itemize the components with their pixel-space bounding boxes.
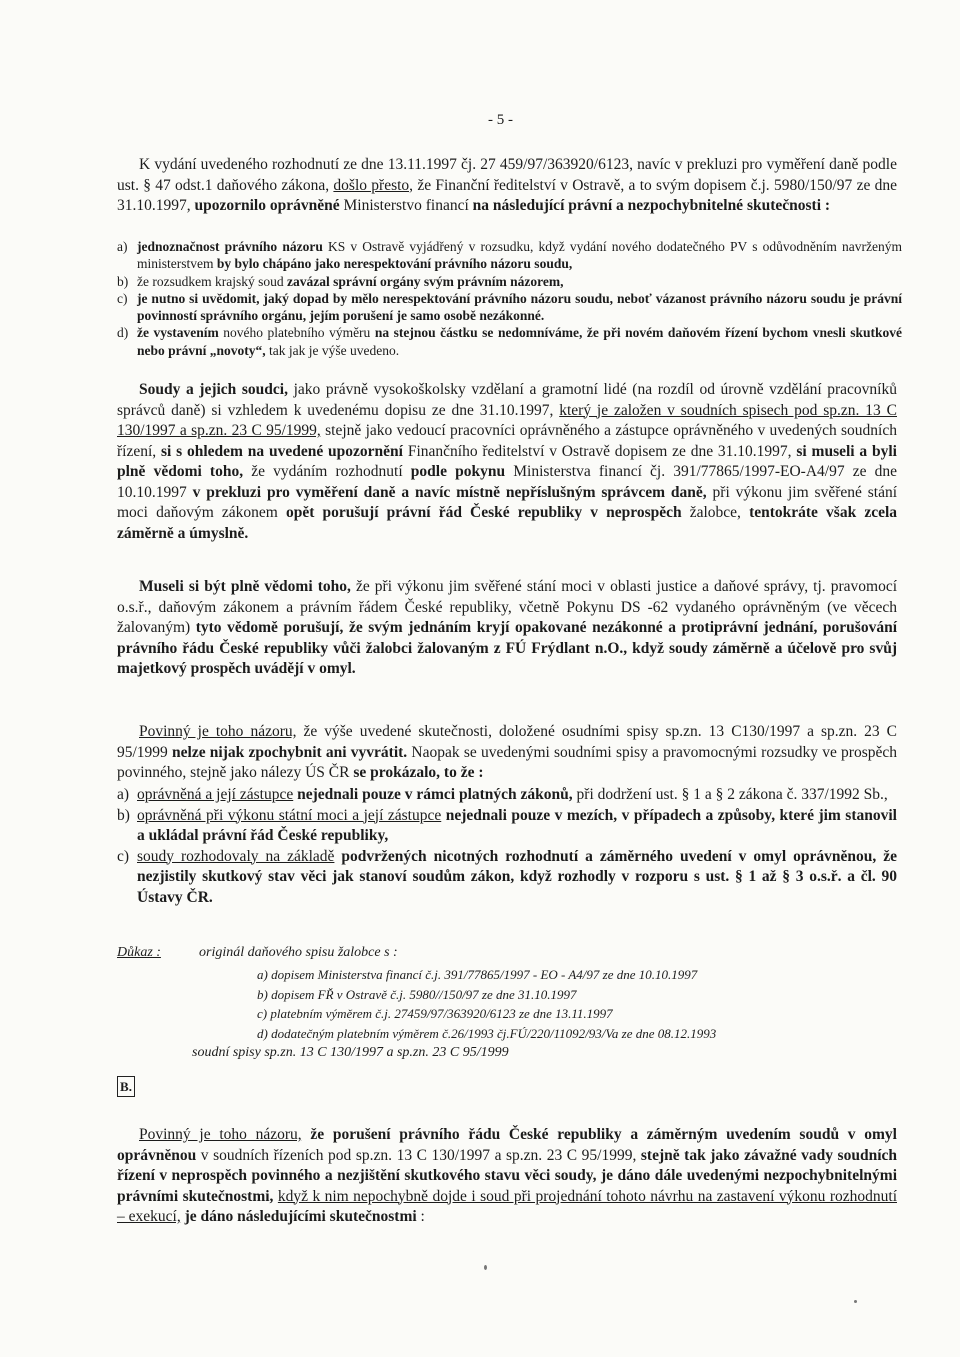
text: při výkonu jim svěřené stání moci daňovým zákonem xyxy=(117,483,898,521)
bold-text: upozornilo oprávněné xyxy=(194,197,340,214)
text: K vydání uvedeného rozhodnutí ze dne 13.11.1997 čj. 27 459/97/363920/6123, navíc v prekluzi pro vyměření daně podle ust. § 47 odst.1 daňového zákona, xyxy=(117,156,897,194)
list-item xyxy=(117,785,897,806)
text: že rozsudkem krajský soud xyxy=(137,273,287,289)
bold-text: stejně tak jako závažné vady soudních řízení v neprospěch povinného a nezjištění skutkového stavu věci soudy, je dáno dále uvedenými nezpochybnitelnými právními skutečnostmi, xyxy=(117,1146,897,1205)
paragraph-5 xyxy=(117,1125,897,1228)
bold-text: nelze nijak zpochybnit ani vyvrátit. xyxy=(172,743,408,761)
text: že výše uvedené skutečnosti, doložené osudními spisy sp.zn. 13 C130/1997 a sp.zn. 23 C 95/1999 xyxy=(117,723,897,761)
list-marker: a) xyxy=(117,786,130,803)
list-item xyxy=(117,290,902,325)
list-item xyxy=(117,273,902,290)
bold-text: si s ohledem na uvedené upozornění xyxy=(160,442,403,460)
bold-text: se prokázalo, to že : xyxy=(353,764,484,781)
paragraph-2 xyxy=(117,380,897,544)
page-number: - 5 - xyxy=(488,112,513,128)
bold-text: si museli a byli plně vědomi toho, xyxy=(117,442,897,480)
list-prokazano xyxy=(117,785,897,908)
underlined-text: oprávněná při výkonu státní moci a její zástupce xyxy=(137,806,442,824)
list-marker: c) xyxy=(117,290,128,306)
evidence-item: c) platebním výměrem č.j. 27459/97/363920/6123 ze dne 13.11.1997 xyxy=(257,1006,613,1021)
text: Ministerstvo financí xyxy=(339,197,473,214)
list-item xyxy=(117,847,897,909)
bold-text: nejednali pouze v mezích, v případech a způsoby, které jim stanovil a ukládal právní řád České republiky, xyxy=(137,806,897,844)
underlined-text: oprávněná a její zástupce xyxy=(137,786,294,803)
list-item xyxy=(117,806,897,847)
bold-text: v prekluzi pro vyměření daně a navíc místně nepříslušným správcem daně, xyxy=(192,483,707,501)
bold-text: na následující právní a nezpochybnitelné skutečnosti : xyxy=(472,197,831,214)
evidence-footer: soudní spisy sp.zn. 13 C 130/1997 a sp.zn. 23 C 95/1999 xyxy=(192,1045,509,1060)
bold-text: Museli si být plně vědomi toho, xyxy=(139,578,351,595)
text: že při výkonu jim svěřené stání moci v oblasti justice a daňové správy, tj. pravomocí o.s.ř., daňovým zákonem a právním řádem České republiky, včetně Pokynu DS -62 vydaného oprávněným (ve věcech žalovaným) xyxy=(117,578,898,636)
bold-text: podvržených nicotných rozhodnutí a záměrného uvedení v omyl oprávněnou, že nezjistily skutkový stav věci jak stanoví soudům zákon, když rozhodly v rozporu s ust. § 1 až § 3 o.s.ř. a čl. 90 Ústavy ČR. xyxy=(137,847,897,906)
evidence-item: d) dodatečným platebním výměrem č.26/1993 čj.FÚ/220/11092/93/Va ze dne 08.12.1993 xyxy=(257,1025,717,1041)
underlined-text: Povinný je toho názoru, xyxy=(139,1126,302,1143)
list-marker: a) xyxy=(117,239,128,254)
text: že vydáním rozhodnutí xyxy=(243,463,411,480)
list-upozorneni xyxy=(117,238,902,359)
paragraph-3 xyxy=(117,577,897,680)
text: nového platebního výměru xyxy=(218,325,375,341)
text: Naopak se uvedenými soudními spisy a pravomocnými rozsudky ve prospěch povinného, stejně jako nálezy ÚS ČR xyxy=(117,743,898,781)
text: v soudních řízeních pod sp.zn. 13 C 130/1997 a sp.zn. 23 C 95/1999, xyxy=(196,1146,641,1164)
evidence-label: Důkaz : xyxy=(117,945,161,960)
bold-text: podle pokynu xyxy=(410,463,506,480)
underlined-text: když k nim nepochybně dojde i soud při projednání tohoto návrhu na zastavení výkonu rozhodnutí – exekucí, xyxy=(117,1187,897,1225)
bold-text: Soudy a jejich soudci, xyxy=(139,381,288,398)
bold-text: tentokráte však zcela záměrně a úmyslně. xyxy=(117,504,898,542)
section-label-box: B. xyxy=(117,1076,135,1097)
underlined-text: soudy rozhodovaly na základě xyxy=(137,847,335,865)
text: : xyxy=(416,1208,425,1225)
text: Finančního ředitelství v Ostravě dopisem ze dne 31.10.1997, xyxy=(403,442,797,460)
bold-text: že vystavením xyxy=(137,325,219,341)
evidence-heading: originál daňového spisu žalobce s : xyxy=(199,945,398,960)
text: Ministerstva financí čj. 391/77865/1997-EO-A4/97 ze dne 10.10.1997 xyxy=(117,463,897,501)
underlined-text: který je založen v soudních spisech pod sp.zn. 13 C 130/1997 a sp.zn. 23 C 95/1999, xyxy=(117,401,897,439)
bold-text: zavázal správní orgány svým právním názorem, xyxy=(286,273,564,289)
paragraph-4 xyxy=(117,722,897,784)
scan-speck xyxy=(484,1265,487,1270)
bold-text: že porušení právního řádu České republiky a záměrným uvedením soudů v omyl oprávněnou xyxy=(117,1126,897,1164)
paragraph-1 xyxy=(117,155,897,217)
list-item xyxy=(117,238,902,273)
scan-speck xyxy=(854,1300,857,1303)
text: KS v Ostravě vyjádřený v rozsudku, když vydání nového dodatečného PV s odůvodněním navrženým ministerstvem xyxy=(137,239,902,272)
bold-text: nejednali pouze v rámci platných zákonů, xyxy=(293,786,573,803)
text: tak jak je výše uvedeno. xyxy=(265,342,400,358)
evidence-item: b) dopisem FŘ v Ostravě č.j. 5980//150/97 ze dne 31.10.1997 xyxy=(257,986,577,1002)
evidence-list xyxy=(257,965,716,1043)
underlined-text: došlo přesto, xyxy=(333,176,414,194)
list-marker: d) xyxy=(117,325,129,341)
underlined-text: Povinný je toho názoru, xyxy=(139,723,297,740)
bold-text: je dáno následujícími skutečnostmi xyxy=(180,1208,417,1225)
text: při dodržení ust. § 1 a § 2 zákona č. 337/1992 Sb., xyxy=(572,786,888,803)
list-marker: b) xyxy=(117,806,130,824)
evidence-item: a) dopisem Ministerstva financí č.j. 391/77865/1997 - EO - A4/97 ze dne 10.10.1997 xyxy=(257,967,698,982)
bold-text: tyto vědomě porušují, xyxy=(195,619,344,636)
text: jako právně vysokoškolsky vzdělaní a gramotní lidé (na rozdíl od úrovně vzdělání pracovníků správců daně) si vzhledem k uvedenému dopisu ze dne 31.10.1997, xyxy=(117,381,897,419)
list-marker: c) xyxy=(117,847,130,865)
bold-text: na stejnou částku se nedomníváme, že při novém daňovém řízení bychom vnesli skutkové nebo právní „novoty“, xyxy=(137,325,902,358)
list-marker: b) xyxy=(117,273,129,289)
list-item xyxy=(117,324,902,359)
bold-text: jednoznačnost právního názoru xyxy=(137,239,323,254)
text: žalobce, xyxy=(681,504,750,521)
bold-text: opět porušují právní řád České republiky v neprospěch xyxy=(286,504,682,521)
bold-text: by bylo chápáno jako nerespektování právního názoru soudu, xyxy=(216,256,573,272)
text: stejně jako vedoucí pracovníci oprávněného a zástupce oprávněného v uvedených soudních řízení, xyxy=(117,422,897,460)
bold-text: je nutno si uvědomit, jaký dopad by mělo nerespektování právního názoru soudu, neboť vázanost právního názoru soudu je právní povinností správního orgánu, jejím porušení je samo osobě nezákonné. xyxy=(137,290,902,324)
text: že Finanční ředitelství v Ostravě, a to svým dopisem č.j. 5980/150/97 ze dne 31.10.1997, xyxy=(117,176,898,214)
bold-text: že svým jednáním kryjí opakované nezákonné a protiprávní jednání, porušování právního řádu České republiky vůči žalobci žalovaným z FÚ Frýdlant n.O., když soudy záměrně a účelově pro svůj majetkový prospěch uvádějí v omyl. xyxy=(117,619,897,677)
